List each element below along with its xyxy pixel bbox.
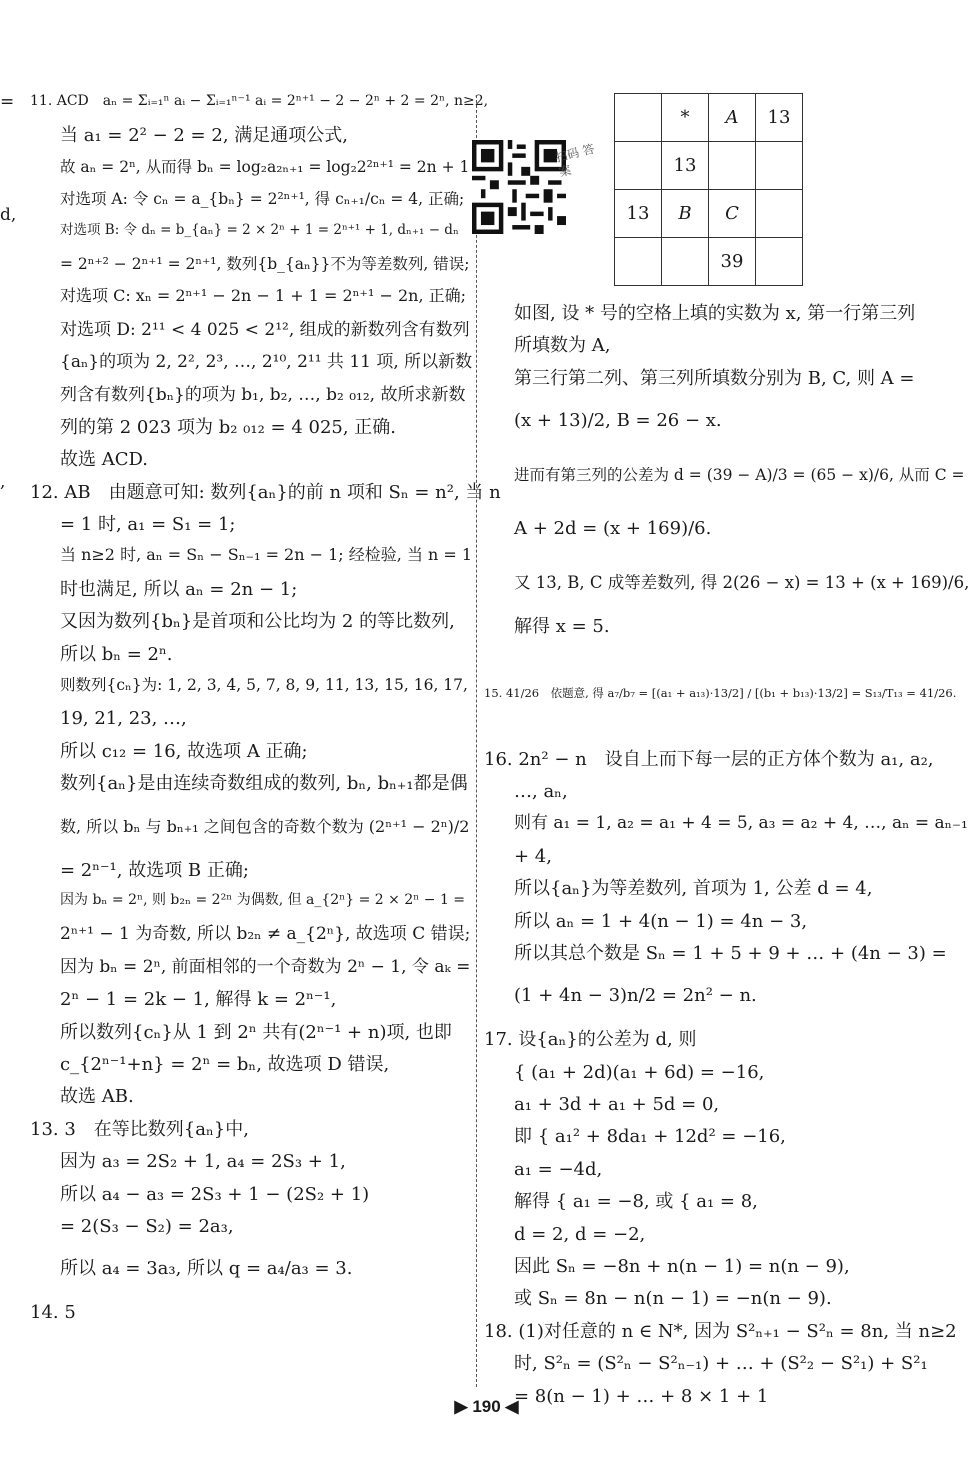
text-line: 解得 x = 5. bbox=[514, 616, 610, 638]
grid-row bbox=[615, 238, 803, 286]
text-line: 则有 a₁ = 1, a₂ = a₁ + 4 = 5, a₃ = a₂ + 4, …, aₙ = aₙ₋₁ bbox=[514, 813, 968, 834]
text-line: = 1 时, a₁ = S₁ = 1; bbox=[60, 514, 236, 536]
text-line: 故选 ACD. bbox=[60, 449, 149, 471]
edge-mark-2: d, bbox=[0, 205, 17, 225]
text-line: 时也满足, 所以 aₙ = 2n − 1; bbox=[60, 578, 298, 600]
text-line: 18. (1)对任意的 n ∈ N*, 因为 S²ₙ₊₁ − S²ₙ = 8n, 当 n≥2 bbox=[484, 1320, 957, 1342]
text-line: a₁ = −4d, bbox=[514, 1158, 603, 1180]
text-line: 16. 2n² − n 设自上而下每一层的正方体个数为 a₁, a₂, bbox=[484, 748, 934, 770]
grid-cell bbox=[756, 238, 803, 286]
grid-row bbox=[615, 94, 803, 142]
text-line: 2ⁿ⁺¹ − 1 为奇数, 所以 b₂ₙ ≠ a_{2ⁿ}, 故选项 C 错误; bbox=[60, 924, 471, 945]
text-line: 所以数列{cₙ}从 1 到 2ⁿ 共有(2ⁿ⁻¹ + n)项, 也即 bbox=[60, 1021, 452, 1043]
text-line: 列的第 2 023 项为 b₂ ₀₁₂ = 4 025, 正确. bbox=[60, 416, 397, 438]
text-line: 所以 c₁₂ = 16, 故选项 A 正确; bbox=[60, 740, 308, 762]
text-line: 即 { a₁² + 8da₁ + 12d² = −16, bbox=[514, 1126, 786, 1148]
text-line: 数, 所以 bₙ 与 bₙ₊₁ 之间包含的奇数个数为 (2ⁿ⁺¹ − 2ⁿ)/2 bbox=[60, 816, 470, 836]
text-line: = 2ⁿ⁻¹, 故选项 B 正确; bbox=[60, 859, 249, 881]
grid-cell bbox=[709, 142, 756, 190]
text-line: 时, S²ₙ = (S²ₙ − S²ₙ₋₁) + … + (S²₂ − S²₁) + S²₁ bbox=[514, 1353, 928, 1375]
text-line: = 8(n − 1) + … + 8 × 1 + 1 bbox=[514, 1385, 769, 1407]
text-line: 如图, 设 * 号的空格上填的实数为 x, 第一行第三列 bbox=[514, 303, 916, 324]
text-line: = 2ⁿ⁺² − 2ⁿ⁺¹ = 2ⁿ⁺¹, 数列{b_{aₙ}}不为等差数列, 错误; bbox=[60, 254, 470, 273]
text-line: 15. 41/26 依题意, 得 a₇/b₇ = [(a₁ + a₁₃)·13/2] / [(b₁ + b₁₃)·13/2] = S₁₃/T₁₃ = 41/26. bbox=[484, 685, 957, 700]
text-line: 所以 a₄ − a₃ = 2S₃ + 1 − (2S₂ + 1) bbox=[60, 1183, 370, 1205]
text-line: 所以 a₄ = 3a₃, 所以 q = a₄/a₃ = 3. bbox=[60, 1258, 353, 1280]
text-line: 当 n≥2 时, aₙ = Sₙ − Sₙ₋₁ = 2n − 1; 经检验, 当 n = 1 bbox=[60, 545, 473, 565]
text-line: 故 aₙ = 2ⁿ, 从而得 bₙ = log₂a₂ₙ₊₁ = log₂2²ⁿ⁺¹ = 2n + 1 bbox=[60, 157, 470, 176]
text-line: 因为 bₙ = 2ⁿ, 则 b₂ₙ = 2²ⁿ 为偶数, 但 a_{2ⁿ} = 2 × 2ⁿ − 1 = bbox=[60, 891, 466, 908]
text-line: 19, 21, 23, …, bbox=[60, 708, 187, 730]
text-line: 因为 a₃ = 2S₂ + 1, a₄ = 2S₃ + 1, bbox=[60, 1151, 346, 1173]
number-grid bbox=[614, 93, 803, 286]
text-line: 对选项 D: 2¹¹ < 4 025 < 2¹², 组成的新数列含有数列 bbox=[60, 319, 470, 340]
text-line: {aₙ}的项为 2, 2², 2³, …, 2¹⁰, 2¹¹ 共 11 项, 所以新数 bbox=[60, 352, 473, 373]
qr-label: 扫码 答案 bbox=[553, 141, 596, 180]
text-line: 12. AB 由题意可知: 数列{aₙ}的前 n 项和 Sₙ = n², 当 n bbox=[30, 481, 501, 503]
text-line: 列含有数列{bₙ}的项为 b₁, b₂, …, b₂ ₀₁₂, 故所求新数 bbox=[60, 384, 466, 405]
text-line: d = 2, d = −2, bbox=[514, 1223, 646, 1245]
text-line: 所以 aₙ = 1 + 4(n − 1) = 4n − 3, bbox=[514, 910, 808, 932]
text-line: 进而有第三列的公差为 d = (39 − A)/3 = (65 − x)/6, 从而 C = bbox=[514, 466, 965, 485]
grid-cell: 13 bbox=[615, 190, 662, 238]
text-line: { (a₁ + 2d)(a₁ + 6d) = −16, bbox=[514, 1061, 765, 1083]
text-line: 所以{aₙ}为等差数列, 首项为 1, 公差 d = 4, bbox=[514, 878, 873, 900]
grid-cell bbox=[756, 142, 803, 190]
text-line: 第三行第二列、第三列所填数分别为 B, C, 则 A = bbox=[514, 367, 915, 389]
text-line: 因此 Sₙ = −8n + n(n − 1) = n(n − 9), bbox=[514, 1256, 850, 1278]
qr-code-icon[interactable] bbox=[472, 140, 566, 234]
text-line: 2ⁿ − 1 = 2k − 1, 解得 k = 2ⁿ⁻¹, bbox=[60, 989, 337, 1011]
text-line: (x + 13)/2, B = 26 − x. bbox=[514, 410, 722, 432]
grid-cell bbox=[662, 238, 709, 286]
text-line: + 4, bbox=[514, 845, 552, 867]
text-line: 又 13, B, C 成等差数列, 得 2(26 − x) = 13 + (x + 169)/6, bbox=[514, 573, 970, 593]
text-line: 所以其总个数是 Sₙ = 1 + 5 + 9 + … + (4n − 3) = bbox=[514, 942, 947, 964]
text-line: 解得 { a₁ = −8, 或 { a₁ = 8, bbox=[514, 1191, 758, 1213]
text-line: A + 2d = (x + 169)/6. bbox=[514, 518, 712, 540]
grid-cell bbox=[615, 238, 662, 286]
text-line: 所填数为 A, bbox=[514, 335, 611, 357]
text-line: 11. ACD aₙ = Σᵢ₌₁ⁿ aᵢ − Σᵢ₌₁ⁿ⁻¹ aᵢ = 2ⁿ⁺¹ − 2 − 2ⁿ + 2 = 2ⁿ, n≥2, bbox=[30, 93, 489, 109]
grid-cell: * bbox=[662, 94, 709, 142]
page-number: ▶ 190 ◀ bbox=[454, 1397, 519, 1416]
text-line: 14. 5 bbox=[30, 1302, 76, 1324]
text-line: 因为 bₙ = 2ⁿ, 前面相邻的一个奇数为 2ⁿ − 1, 令 aₖ = bbox=[60, 956, 471, 977]
text-line: 13. 3 在等比数列{aₙ}中, bbox=[30, 1118, 249, 1140]
text-line: 对选项 A: 令 cₙ = a_{bₙ} = 2²ⁿ⁺¹, 得 cₙ₊₁/cₙ = 4, 正确; bbox=[60, 190, 465, 209]
grid-cell bbox=[756, 190, 803, 238]
text-line: 当 a₁ = 2² − 2 = 2, 满足通项公式, bbox=[60, 125, 348, 147]
grid-cell: A bbox=[709, 94, 756, 142]
text-line: 数列{aₙ}是由连续奇数组成的数列, bₙ, bₙ₊₁都是偶 bbox=[60, 773, 468, 795]
text-line: = 2(S₃ − S₂) = 2a₃, bbox=[60, 1215, 234, 1237]
text-line: 故选 AB. bbox=[60, 1086, 134, 1108]
text-line: 则数列{cₙ}为: 1, 2, 3, 4, 5, 7, 8, 9, 11, 13, 15, 16, 17, bbox=[60, 676, 468, 695]
text-line: …, aₙ, bbox=[514, 780, 568, 802]
text-line: 所以 bₙ = 2ⁿ. bbox=[60, 643, 173, 665]
column-divider bbox=[476, 95, 477, 1387]
edge-mark-1: = bbox=[0, 92, 15, 112]
text-line: 17. 设{aₙ}的公差为 d, 则 bbox=[484, 1029, 697, 1051]
text-line: 又因为数列{bₙ}是首项和公比均为 2 的等比数列, bbox=[60, 611, 455, 633]
text-line: a₁ + 3d + a₁ + 5d = 0, bbox=[514, 1094, 720, 1116]
edge-mark-3: , bbox=[0, 472, 6, 492]
grid-cell: B bbox=[662, 190, 709, 238]
grid-cell: C bbox=[709, 190, 756, 238]
grid-cell bbox=[615, 94, 662, 142]
text-line: (1 + 4n − 3)n/2 = 2n² − n. bbox=[514, 985, 757, 1007]
grid-row bbox=[615, 190, 803, 238]
grid-cell: 13 bbox=[756, 94, 803, 142]
text-line: 对选项 C: xₙ = 2ⁿ⁺¹ − 2n − 1 + 1 = 2ⁿ⁺¹ − 2n, 正确; bbox=[60, 286, 467, 306]
grid-cell: 13 bbox=[662, 142, 709, 190]
left-column bbox=[30, 92, 501, 1334]
text-line: 对选项 B: 令 dₙ = b_{aₙ} = 2 × 2ⁿ + 1 = 2ⁿ⁺¹ + 1, dₙ₊₁ − dₙ bbox=[60, 221, 459, 238]
grid-cell: 39 bbox=[709, 238, 756, 286]
grid-cell bbox=[615, 142, 662, 190]
text-line: 或 Sₙ = 8n − n(n − 1) = −n(n − 9). bbox=[514, 1288, 832, 1310]
grid-row bbox=[615, 142, 803, 190]
text-line: c_{2ⁿ⁻¹+n} = 2ⁿ = bₙ, 故选项 D 错误, bbox=[60, 1053, 390, 1075]
